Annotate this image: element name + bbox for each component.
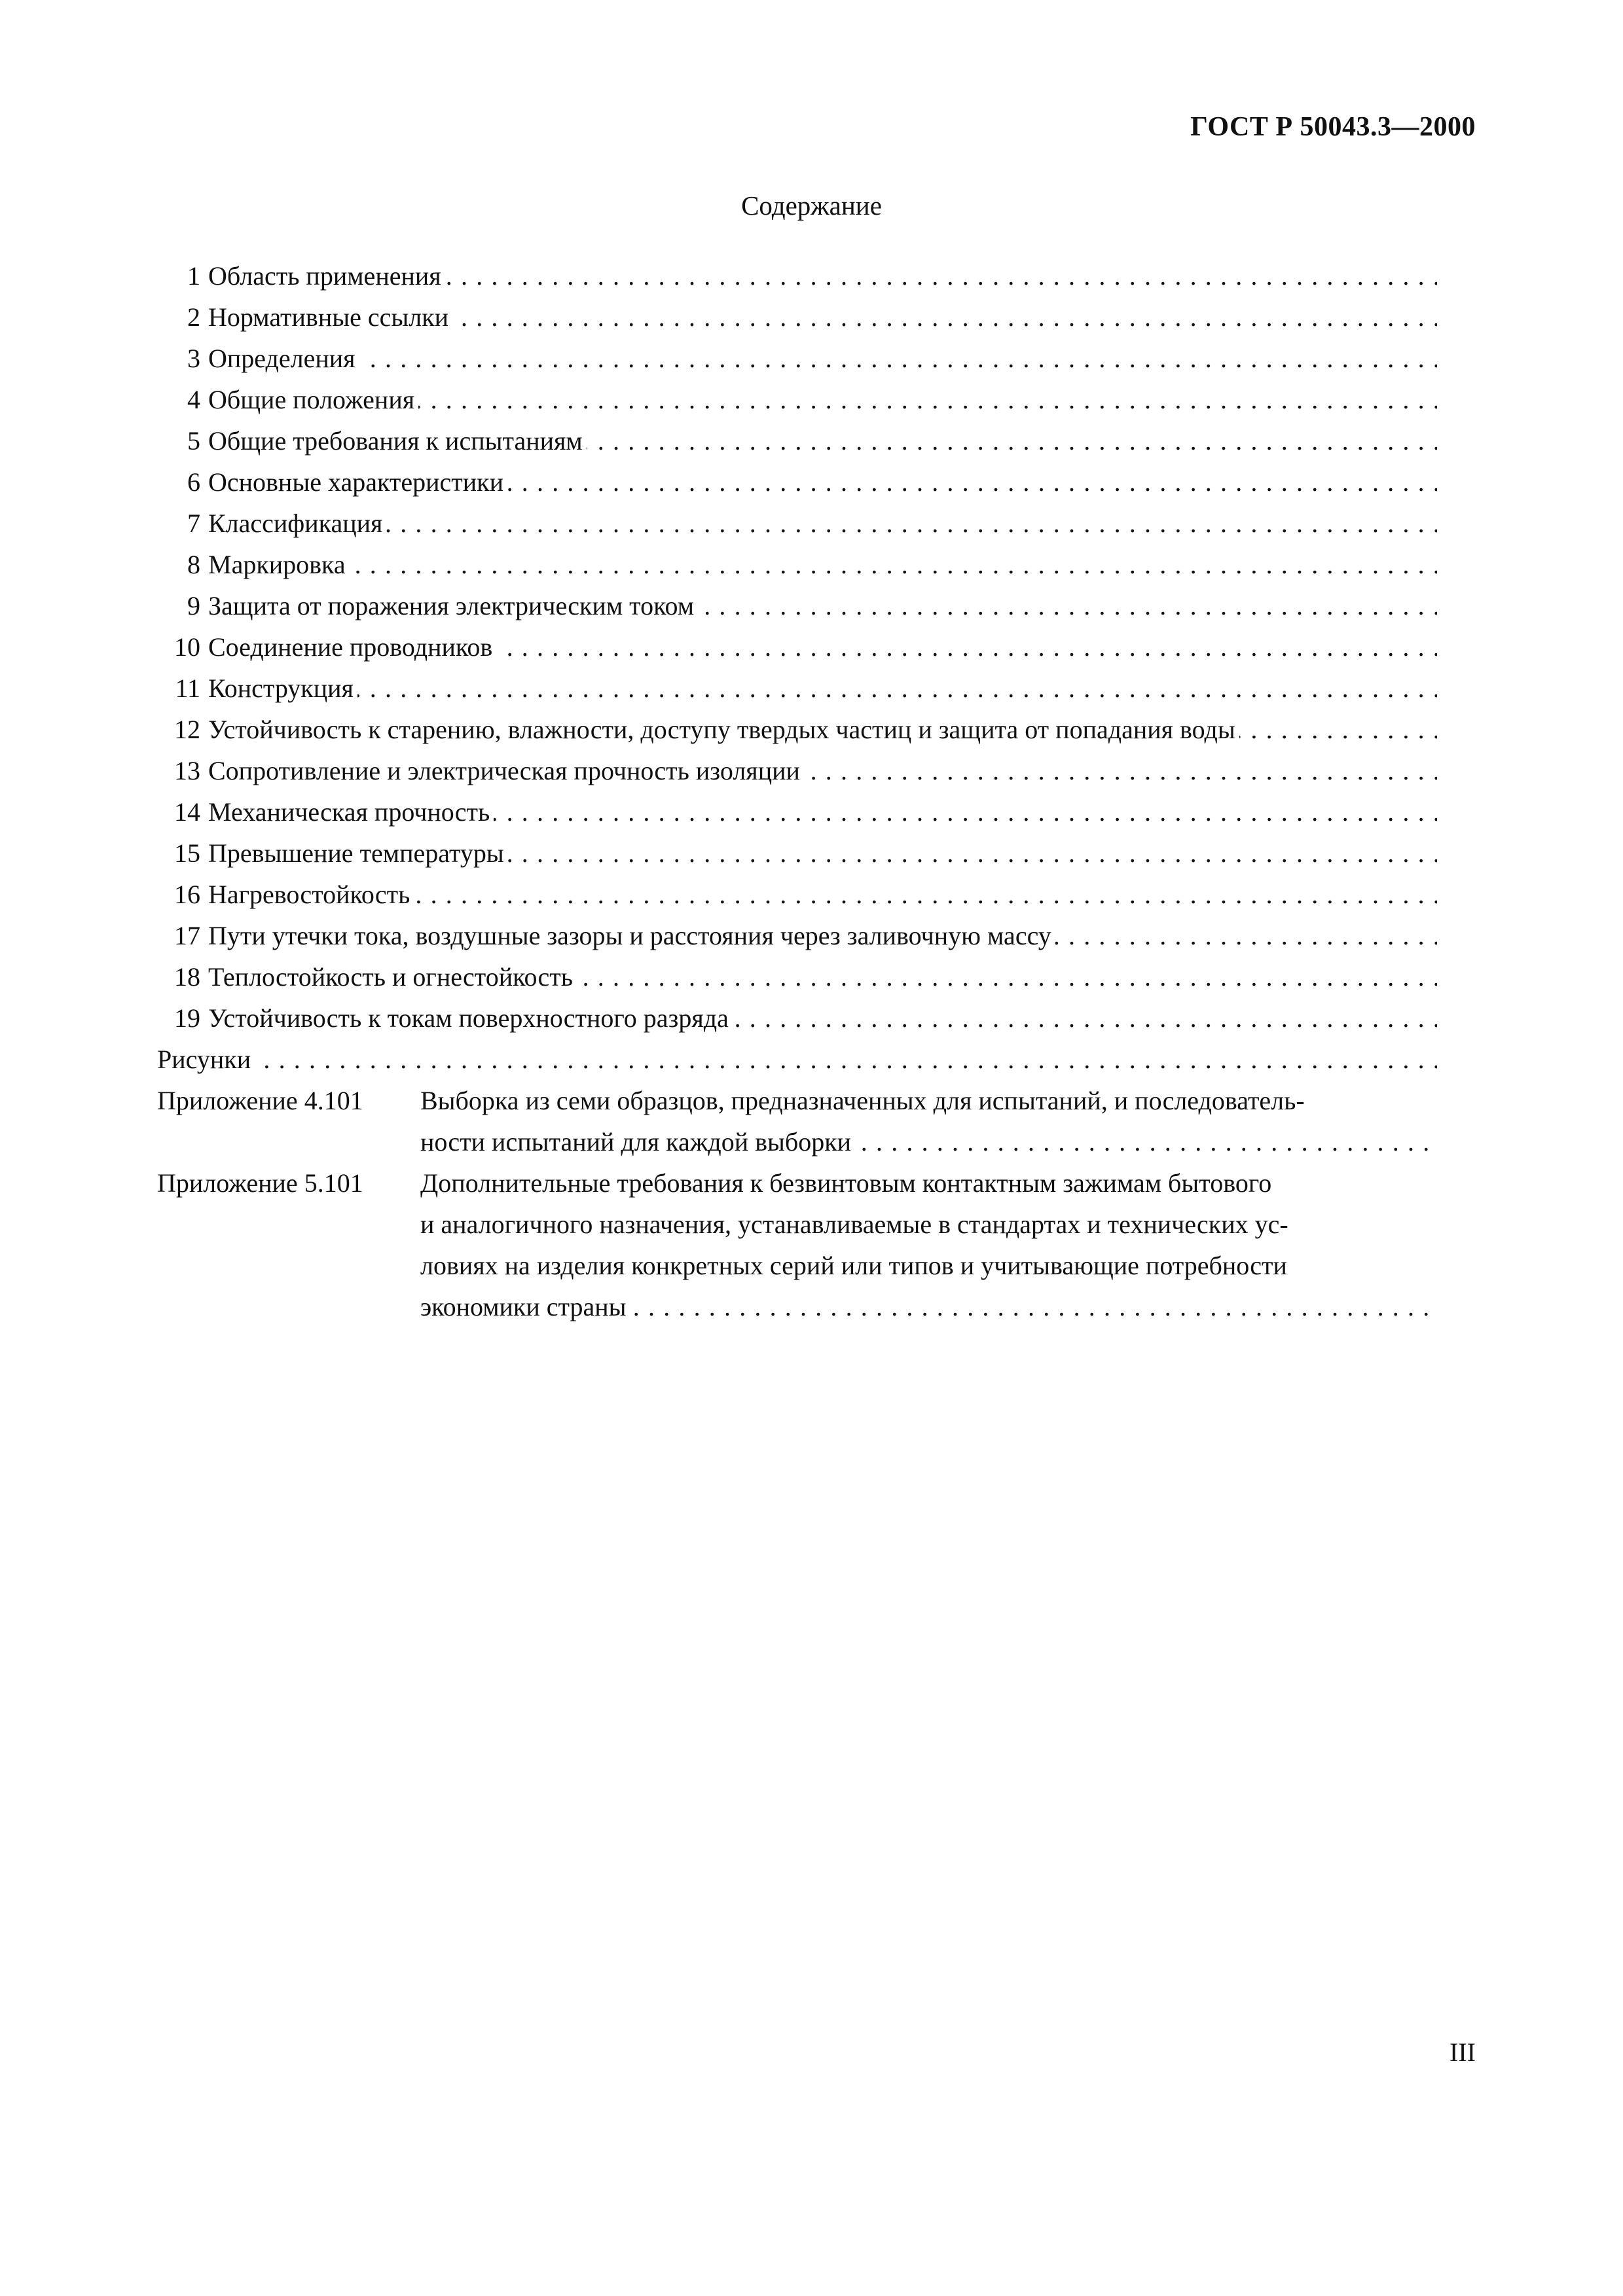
toc-entry[interactable] bbox=[157, 626, 1437, 668]
toc-appendix[interactable] bbox=[157, 1162, 1437, 1327]
table-of-contents bbox=[157, 255, 1437, 1327]
toc-entry[interactable] bbox=[157, 544, 1437, 585]
toc-entry-title: Общие требования к испытаниям bbox=[208, 426, 587, 456]
toc-entry[interactable] bbox=[157, 420, 1437, 461]
toc-entry-title: Защита от поражения электрическим током bbox=[208, 591, 698, 620]
toc-entry[interactable] bbox=[157, 255, 1437, 296]
toc-entry-number: 11 bbox=[175, 673, 200, 703]
toc-entry[interactable] bbox=[157, 791, 1437, 833]
toc-entry-title: Сопротивление и электрическая прочность изоляции bbox=[208, 756, 804, 785]
toc-entry-number: 7 bbox=[187, 509, 200, 538]
appendix-label: Приложение 5.101 bbox=[157, 1168, 363, 1198]
toc-entry-title: Устойчивость к токам поверхностного разряда bbox=[208, 1003, 733, 1033]
toc-entry[interactable] bbox=[157, 1039, 1437, 1080]
toc-entry-title: Механическая прочность bbox=[208, 797, 494, 827]
toc-entry-title: Нормативные ссылки bbox=[208, 302, 452, 332]
toc-entry[interactable] bbox=[157, 709, 1437, 750]
toc-entry-number: 6 bbox=[187, 467, 200, 497]
toc-entry[interactable] bbox=[157, 379, 1437, 420]
toc-entry[interactable] bbox=[157, 503, 1437, 544]
toc-entry-number: 3 bbox=[187, 344, 200, 373]
toc-entries bbox=[157, 255, 1437, 1080]
toc-entry-number: 9 bbox=[187, 591, 200, 620]
appendix-title-line: ности испытаний для каждой выборки bbox=[420, 1127, 855, 1157]
toc-entry-number: 2 bbox=[187, 302, 200, 332]
appendix-label: Приложение 4.101 bbox=[157, 1086, 363, 1115]
toc-entry-title: Теплостойкость и огнестойкость bbox=[208, 962, 577, 992]
toc-entry[interactable] bbox=[157, 997, 1437, 1039]
appendix-title-line: Дополнительные требования к безвинтовым контактным зажимам бытового bbox=[420, 1168, 1275, 1198]
toc-entry-title: Пути утечки тока, воздушные зазоры и расстояния через заливочную массу bbox=[208, 921, 1055, 950]
toc-appendices bbox=[157, 1080, 1437, 1327]
toc-entry-number: 13 bbox=[174, 756, 200, 785]
toc-entry-number: 1 bbox=[187, 261, 200, 291]
toc-entry-title: Рисунки bbox=[157, 1045, 255, 1074]
appendix-title-line: Выборка из семи образцов, предназначенных для испытаний, и последователь- bbox=[420, 1086, 1309, 1115]
toc-entry-title: Маркировка bbox=[208, 550, 350, 579]
toc-entry-title: Классификация bbox=[208, 509, 386, 538]
toc-entry-number: 5 bbox=[187, 426, 200, 456]
appendix-title-line: экономики страны bbox=[420, 1292, 630, 1321]
toc-entry-title: Основные характеристики bbox=[208, 467, 507, 497]
appendix-title-line: и аналогичного назначения, устанавливаемые в стандартах и технических ус- bbox=[420, 1210, 1292, 1239]
toc-entry[interactable] bbox=[157, 874, 1437, 915]
appendix-title-line: ловиях на изделия конкретных серий или типов и учитывающие потребности bbox=[420, 1251, 1291, 1280]
toc-entry[interactable] bbox=[157, 956, 1437, 997]
toc-entry-title: Определения bbox=[208, 344, 359, 373]
toc-entry[interactable] bbox=[157, 915, 1437, 956]
toc-entry[interactable] bbox=[157, 833, 1437, 874]
toc-title: Содержание bbox=[741, 190, 882, 221]
toc-entry-number: 12 bbox=[174, 715, 200, 744]
toc-entry-title: Конструкция bbox=[208, 673, 357, 703]
page-number: III bbox=[1450, 2037, 1476, 2067]
toc-entry-number: 16 bbox=[174, 880, 200, 909]
toc-entry-number: 19 bbox=[174, 1003, 200, 1033]
document-code: ГОСТ Р 50043.3—2000 bbox=[1190, 112, 1476, 142]
toc-entry[interactable] bbox=[157, 338, 1437, 379]
toc-entry-title: Область применения bbox=[208, 261, 445, 291]
toc-entry-number: 10 bbox=[174, 632, 200, 662]
toc-entry-title: Общие положения bbox=[208, 385, 418, 414]
toc-entry-number: 15 bbox=[174, 838, 200, 868]
toc-entry-number: 18 bbox=[174, 962, 200, 992]
toc-entry[interactable] bbox=[157, 750, 1437, 791]
toc-appendix[interactable] bbox=[157, 1080, 1437, 1162]
toc-entry-number: 4 bbox=[187, 385, 200, 414]
toc-entry-number: 17 bbox=[174, 921, 200, 950]
toc-entry-title: Нагревостойкость bbox=[208, 880, 414, 909]
toc-entry[interactable] bbox=[157, 585, 1437, 626]
toc-entry-title: Устойчивость к старению, влажности, доступу твердых частиц и защита от попадания воды bbox=[208, 715, 1239, 744]
toc-entry-title: Соединение проводников bbox=[208, 632, 496, 662]
toc-entry-number: 8 bbox=[187, 550, 200, 579]
toc-entry[interactable] bbox=[157, 461, 1437, 503]
toc-entry-title: Превышение температуры bbox=[208, 838, 508, 868]
toc-entry-number: 14 bbox=[174, 797, 200, 827]
toc-entry[interactable] bbox=[157, 668, 1437, 709]
toc-entry[interactable] bbox=[157, 296, 1437, 338]
